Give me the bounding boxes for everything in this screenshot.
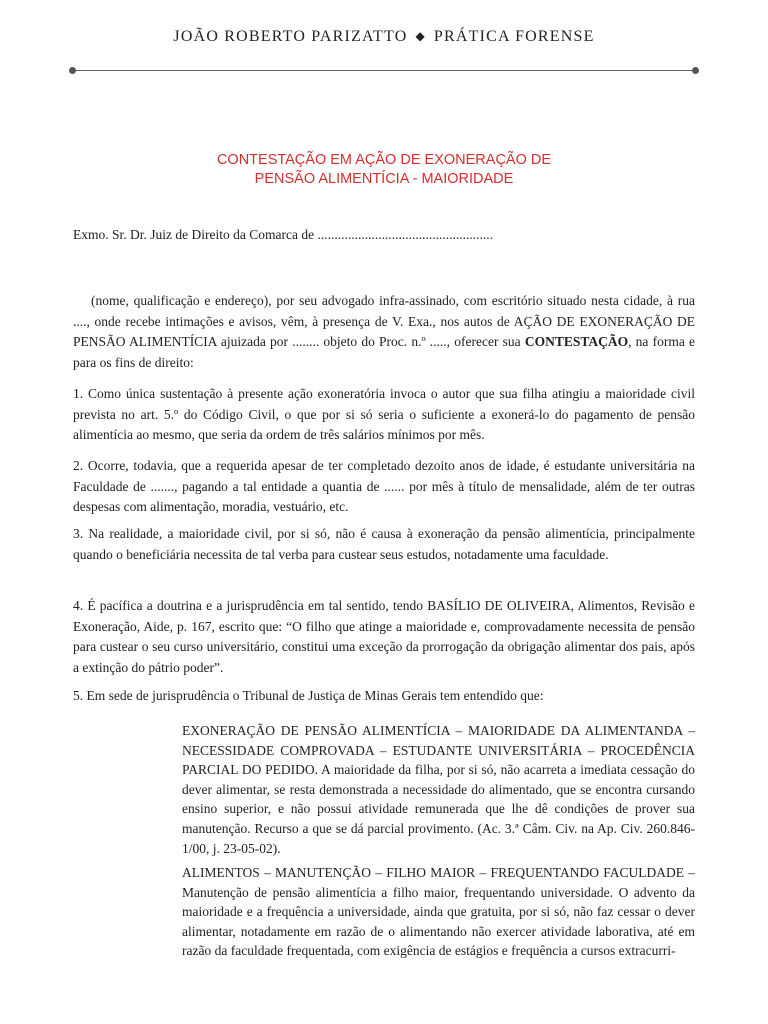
intro-text: (nome, qualificação e endereço), por seu advogado infra-assinado, com escritório situado nesta cidade, à rua ...., onde recebe intimações e avisos, vêm, à presença de V. Exa., nos autos de AÇÃO DE EXONERAÇÃO DE PENSÃO ALIMENTÍCIA ajuizada por ........ objeto do Proc. n.º ....., oferecer sua — [73, 293, 695, 350]
book-title: PRÁTICA FORENSE — [433, 28, 595, 45]
title-line-2: PENSÃO ALIMENTÍCIA - MAIORIDADE — [254, 171, 514, 187]
paragraph-item-5: 5. Em sede de jurisprudência o Tribunal de Justiça de Minas Gerais tem entendido que: — [73, 688, 544, 703]
document-title — [72, 151, 696, 189]
author-name: JOÃO ROBERTO PARIZATTO — [173, 28, 408, 45]
jurisprudence-quote-2: ALIMENTOS – MANUTENÇÃO – FILHO MAIOR – FREQUENTANDO FACULDADE – Manutenção de pensão alimentícia a filho maior, frequentando universidade. O advento da maioridade e a frequência a universidade, ainda que gratuita, por si só, não faz cessar o dever alimentar, notadamente em razão de o alimentando não exercer atividade laborativa, até em razão da faculdade frequentada, com exigência de estágios e frequência a cursos extracurri- — [182, 865, 695, 959]
contestacao-bold: CONTESTAÇÃO — [524, 334, 629, 350]
intro-text-end: , na forma e para os fins de direito: — [73, 334, 696, 370]
header-rule — [72, 70, 696, 71]
rule-left-dot-icon — [69, 67, 76, 74]
title-line-1: CONTESTAÇÃO EM AÇÃO DE EXONERAÇÃO DE — [216, 152, 552, 168]
paragraph-item-4: 4. É pacífica a doutrina e a jurisprudência em tal sentido, tendo BASÍLIO DE OLIVEIRA, Alimentos, Revisão e Exoneração, Aide, p. 167, escrito que: “O filho que atinge a maioridade e, comprovadamente necessita de pensão para custear o seu curso universitário, constitui uma exceção da prorrogação da obrigação alimentar dos pais, após a extinção do pátrio poder”. — [73, 598, 695, 675]
address-line: Exmo. Sr. Dr. Juiz de Direito da Comarca de .................................................... — [73, 227, 493, 242]
intro-paragraph — [73, 291, 695, 373]
paragraph-item-1: 1. Como única sustentação à presente ação exoneratória invoca o autor que sua filha atingiu a maioridade civil prevista no art. 5.º do Código Civil, o que por si só seria o suficiente a exonerá-lo do pagamento de pensão alimentícia ao mesmo, que seria da ordem de três salários mínimos por mês. — [73, 386, 695, 443]
paragraph-item-3: 3. Na realidade, a maioridade civil, por si só, não é causa à exoneração da pensão alimentícia, principalmente quando o beneficiária necessita de tal verba para custear seus estudos, notadamente uma faculdade. — [73, 526, 695, 562]
jurisprudence-quote-1: EXONERAÇÃO DE PENSÃO ALIMENTÍCIA – MAIORIDADE DA ALIMENTANDA – NECESSIDADE COMPROVADA – ESTUDANTE UNIVERSITÁRIA – PROCEDÊNCIA PARCIAL DO PEDIDO. A maioridade da filha, por si só, não acarreta a imediata cessação do dever alimentar, se resta demonstrada a necessidade do alimentado, que se encontra cursando ensino superior, e não possui atividade remunerada que lhe dê condições de prover sua manutenção. Recurso a que se dá parcial provimento. (Ac. 3.ª Câm. Civ. na Ap. Civ. 260.846-1/00, j. 23-05-02). — [182, 723, 695, 856]
page-header — [0, 28, 768, 46]
paragraph-item-2: 2. Ocorre, todavia, que a requerida apesar de ter completado dezoito anos de idade, é estudante universitária na Faculdade de ......., pagando a tal entidade a quantia de ...... por mês à título de mensalidade, além de ter outras despesas com alimentação, moradia, vestuário, etc. — [73, 458, 695, 515]
diamond-separator-icon: ◆ — [415, 29, 426, 43]
rule-right-dot-icon — [692, 67, 699, 74]
